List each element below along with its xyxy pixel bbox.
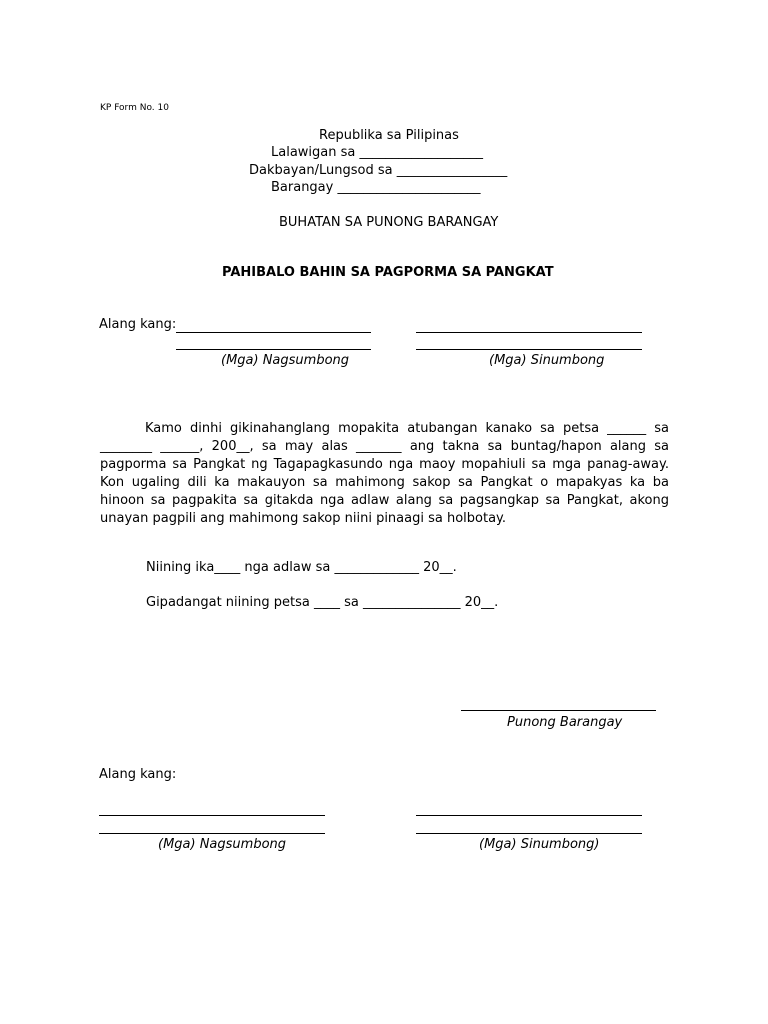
respondent-line xyxy=(416,349,642,350)
city-line: Dakbayan/Lungsod sa _________________ xyxy=(249,163,508,178)
signature-line xyxy=(461,710,656,711)
respondent-line xyxy=(416,815,642,816)
complainant-line xyxy=(99,833,325,834)
notice-paragraph: Kamo dinhi gikinahanglang mopakita atubangan kanako sa petsa ______ sa ________ ______, 200__, sa may alas _______ ang takna sa buntag/hapon alang sa pagporma sa Pangkat ng Tagapagkasundo nga maoy mopahiuli sa mga panag-away. Kon ugaling dili ka makauyon sa mahimong sakop sa Pangkat o mapakyas ka ba hinoon sa pagpakita sa gitakda nga adlaw alang sa pagsangkap sa Pangkat, akong unayan pagpili ang mahimong sakop niini pinaagi sa holbotay. xyxy=(100,421,669,526)
barangay-line: Barangay ______________________ xyxy=(271,180,481,195)
signature-caption: Punong Barangay xyxy=(507,715,623,730)
respondents-caption: (Mga) Sinumbong) xyxy=(479,837,600,852)
respondent-line xyxy=(416,332,642,333)
complainants-caption: (Mga) Nagsumbong xyxy=(221,353,350,368)
date-line: Niining ika____ nga adlaw sa _____________ 20__. xyxy=(146,560,457,575)
respondents-caption: (Mga) Sinumbong xyxy=(489,353,605,368)
respondent-line xyxy=(416,833,642,834)
addressee-label: Alang kang: xyxy=(99,767,177,782)
complainant-line xyxy=(176,349,371,350)
addressee-label: Alang kang: xyxy=(99,317,177,332)
province-line: Lalawigan sa ___________________ xyxy=(271,145,483,160)
form-number: KP Form No. 10 xyxy=(100,103,169,113)
complainants-caption: (Mga) Nagsumbong xyxy=(158,837,287,852)
office-heading: BUHATAN SA PUNONG BARANGAY xyxy=(279,215,499,230)
sent-date-line: Gipadangat niining petsa ____ sa _______________ 20__. xyxy=(146,595,499,610)
complainant-line xyxy=(99,815,325,816)
document-title: PAHIBALO BAHIN SA PAGPORMA SA PANGKAT xyxy=(222,265,554,280)
republic-heading: Republika sa Pilipinas xyxy=(319,128,459,143)
complainant-line xyxy=(176,332,371,333)
